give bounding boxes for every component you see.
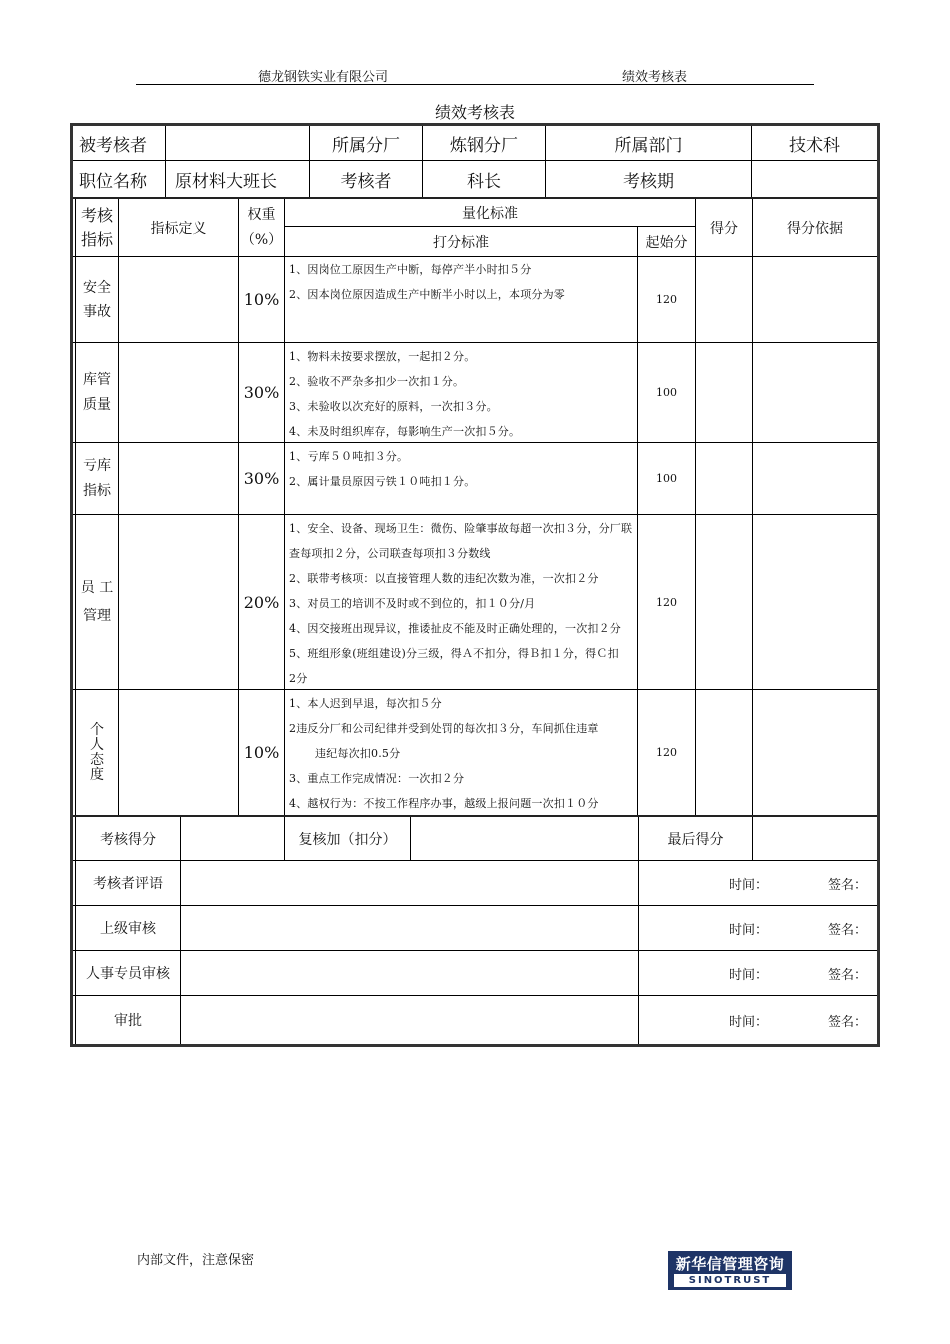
criteria-list <box>289 691 599 816</box>
signature-label: 签名： <box>828 922 868 938</box>
grid-line <box>284 199 285 815</box>
criteria-list <box>289 257 565 307</box>
start-score-value: 120 <box>656 746 677 759</box>
criteria-list <box>289 444 475 494</box>
company-logo <box>668 1251 792 1290</box>
final-score-label: 最后得分 <box>667 831 724 848</box>
approval-label: 上级审核 <box>100 921 156 937</box>
criteria-item: 3、未验收以次充好的原料，一次扣３分。 <box>289 400 498 413</box>
criteria-item: 查每项扣２分，公司联查每项扣３分数线 <box>289 547 491 560</box>
logo-chinese-text: 新华信管理咨询 <box>675 1255 785 1273</box>
score-header: 得分 <box>710 220 738 237</box>
dept-label: 所属部门 <box>614 135 683 156</box>
weight-header <box>239 199 284 256</box>
time-label: 时间： <box>729 877 769 893</box>
position-value[interactable]: 原材料大班长 <box>175 171 277 192</box>
indicator-name <box>76 257 118 342</box>
criteria-item: 2违反分厂和公司纪律并受到处罚的每次扣３分，车间抓住违章 <box>289 722 599 735</box>
criteria-item: 2、因本岗位原因造成生产中断半小时以上，本项分为零 <box>289 288 565 301</box>
grid-line <box>73 514 877 515</box>
criteria-item: 1、安全、设备、现场卫生：微伤、险肇事故每超一次扣３分，分厂联 <box>289 522 633 535</box>
criteria-item: 1、亏库５０吨扣３分。 <box>289 450 409 463</box>
indicator-header-line1: 考核 <box>80 205 113 225</box>
score-total-label: 考核得分 <box>100 831 156 848</box>
start-score-value: 100 <box>656 472 677 485</box>
criteria-item: 违纪每次扣0.5分 <box>315 747 401 760</box>
criteria-item: 3、重点工作完成情况：一次扣２分 <box>289 772 465 785</box>
criteria-item: 5、班组形象(班组建设)分三级，得Ａ不扣分，得Ｂ扣１分，得Ｃ扣 <box>289 647 619 660</box>
criteria-item: 4、未及时组织库存，每影响生产一次扣５分。 <box>289 425 521 438</box>
criteria-item: 1、物料未按要求摆放，一起扣２分。 <box>289 350 476 363</box>
grid-line <box>165 126 166 197</box>
start-score-value: 120 <box>656 293 677 306</box>
evaluatee-field[interactable] <box>171 126 307 160</box>
indicator-name <box>76 343 118 442</box>
criteria-item: 4、因交接班出现异议，推诿扯皮不能及时正确处理的，一次扣２分 <box>289 622 621 635</box>
company-name: 德龙钢铁实业有限公司 <box>258 70 389 85</box>
definition-header: 指标定义 <box>150 220 207 237</box>
logo-english-text: SINOTRUST <box>674 1274 786 1287</box>
evaluation-form <box>70 123 880 1047</box>
scoring-header: 打分标准 <box>433 234 489 251</box>
confidential-note: 内部文件，注意保密 <box>137 1253 255 1268</box>
weight-header-line1: 权重 <box>247 206 276 223</box>
criteria-item: 2、属计量员原因亏铁１０吨扣１分。 <box>289 475 476 488</box>
weight-value: 30% <box>243 469 280 488</box>
score-total-field[interactable] <box>181 817 284 860</box>
time-label: 时间： <box>729 1014 769 1030</box>
criteria-item: 3、对员工的培训不及时或不到位的，扣１０分/月 <box>289 597 536 610</box>
criteria-item: 1、因岗位工原因生产中断，每停产半小时扣５分 <box>289 263 532 276</box>
branch-value[interactable]: 炼钢分厂 <box>450 135 518 156</box>
indicator-name-text: 个人态度 <box>90 721 104 783</box>
approval-label: 考核者评语 <box>93 876 163 892</box>
grid-line <box>752 199 753 815</box>
quant-header: 量化标准 <box>462 205 518 222</box>
weight-value: 10% <box>243 290 280 309</box>
indicator-name-text: 管理 <box>83 608 111 624</box>
start-score-header: 起始分 <box>645 234 688 251</box>
branch-label: 所属分厂 <box>332 135 400 156</box>
weight-value: 30% <box>243 383 280 402</box>
comment-field[interactable] <box>181 996 638 1044</box>
criteria-item: 4、越权行为：不按工作程序办事，越级上报问题一次扣１０分 <box>289 797 599 810</box>
comment-field[interactable] <box>181 951 638 995</box>
weight-value: 20% <box>243 592 280 612</box>
evaluator-value[interactable]: 科长 <box>467 171 501 192</box>
period-field[interactable] <box>752 161 877 197</box>
position-label: 职位名称 <box>79 171 147 192</box>
signature-label: 签名： <box>828 967 868 983</box>
indicator-name-text: 安全事故 <box>83 279 111 320</box>
signature-label: 签名： <box>828 877 868 893</box>
criteria-list <box>289 344 520 444</box>
criteria-item: 1、本人迟到早退，每次扣５分 <box>289 697 442 710</box>
dept-value[interactable]: 技术科 <box>789 135 840 156</box>
grid-line <box>695 199 696 815</box>
period-label: 考核期 <box>623 171 674 192</box>
start-score-value: 120 <box>656 595 677 609</box>
evaluatee-label: 被考核者 <box>79 135 147 156</box>
indicator-name <box>76 515 118 689</box>
grid-line <box>118 199 119 815</box>
final-score-field[interactable] <box>753 817 877 860</box>
signature-label: 签名： <box>828 1014 868 1030</box>
recheck-label: 复核加（扣分） <box>298 831 397 848</box>
indicator-name-text: 员 工 <box>80 580 114 596</box>
time-label: 时间： <box>729 922 769 938</box>
criteria-item: 2、联带考核项：以直接管理人数的违纪次数为准，一次扣２分 <box>289 572 599 585</box>
criteria-item: 2分 <box>289 672 308 685</box>
indicator-name <box>76 690 118 815</box>
comment-field[interactable] <box>181 906 638 950</box>
criteria-list <box>289 516 632 691</box>
indicator-header-line2: 指标 <box>80 229 113 249</box>
grid-line <box>73 342 877 343</box>
indicator-header <box>76 199 118 256</box>
document-title: 绩效考核表 <box>434 103 515 122</box>
basis-header: 得分依据 <box>787 220 843 237</box>
indicator-name-text: 库管质量 <box>83 371 111 413</box>
header-doc-name: 绩效考核表 <box>622 70 688 85</box>
weight-value: 10% <box>243 743 280 762</box>
evaluator-label: 考核者 <box>340 171 392 192</box>
page-header <box>136 64 814 85</box>
comment-field[interactable] <box>181 861 638 905</box>
start-score-value: 100 <box>656 386 677 399</box>
indicator-name-text: 亏库指标 <box>83 457 111 499</box>
time-label: 时间： <box>729 967 769 983</box>
weight-header-line2: （%） <box>240 231 283 248</box>
approval-label: 人事专员审核 <box>86 966 170 982</box>
criteria-item: 2、验收不严杂多扣少一次扣１分。 <box>289 375 465 388</box>
approval-label: 审批 <box>114 1013 142 1029</box>
indicator-name <box>76 443 118 514</box>
recheck-field[interactable] <box>411 817 638 860</box>
